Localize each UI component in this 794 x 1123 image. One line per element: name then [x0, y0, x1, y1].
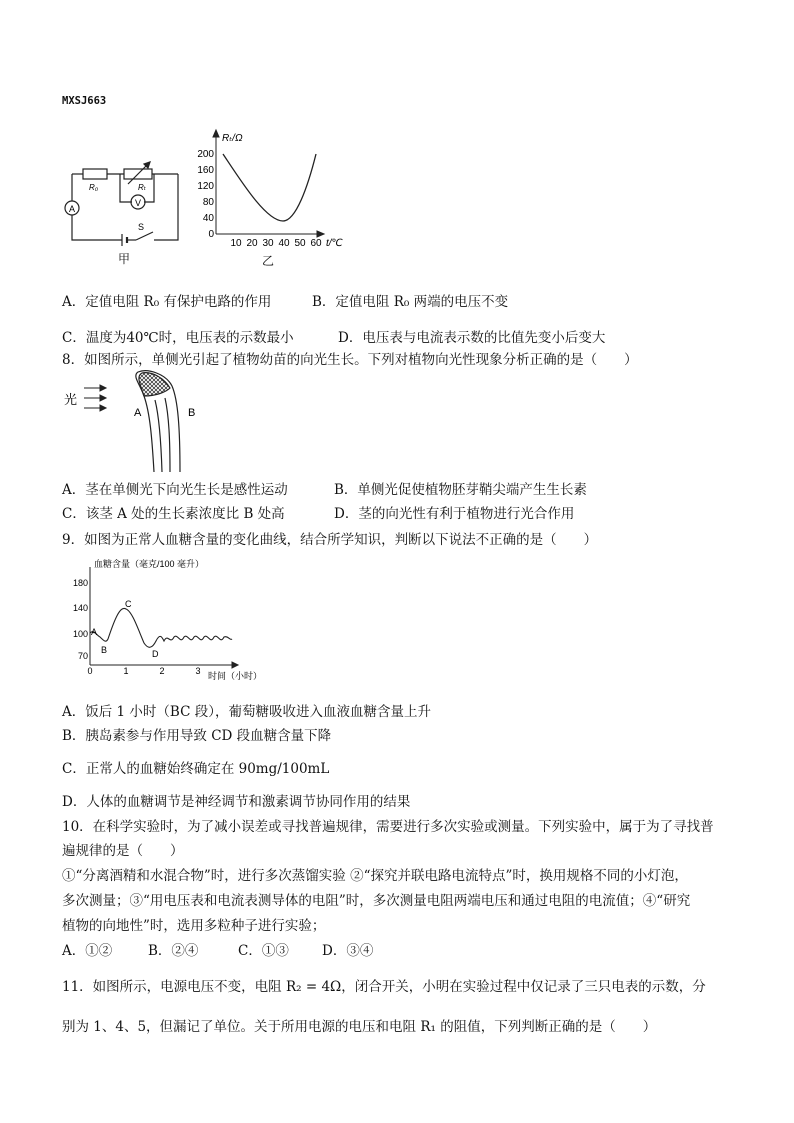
- graph-xlabel: t/℃: [326, 238, 343, 249]
- q10-line-1: 10．在科学实验时，为了减小误差或寻找普遍规律，需要进行多次实验或测量。下列实验中，属于为了寻找普: [62, 819, 714, 835]
- q9-option-a: A．饭后 1 小时（BC 段），葡萄糖吸收进入血液血糖含量上升: [62, 704, 431, 720]
- ytick: 120: [197, 181, 214, 192]
- resistor-r0: [83, 169, 107, 179]
- q7-option-c: C．温度为40℃时，电压表的示数最小: [62, 330, 294, 346]
- q10-option-d: D．③④: [322, 943, 374, 959]
- xtick: 50: [294, 238, 306, 249]
- xtick: 40: [278, 238, 290, 249]
- fig-yi-label: 乙: [262, 254, 275, 268]
- q10-line-4: 多次测量；③“用电压表和电流表测导体的电阻”时，多次测量电阻两端电压和通过电阻的电流值；④“研究: [62, 893, 691, 909]
- xtick: 30: [262, 238, 274, 249]
- q10-option-b: B．②④: [148, 943, 199, 959]
- ytick: 0: [208, 229, 214, 240]
- switch-label: S: [138, 222, 145, 232]
- q8-stem: 8．如图所示，单侧光引起了植物幼苗的向光生长。下列对植物向光性现象分析正确的是（ ）: [62, 352, 638, 368]
- blood-sugar-graph: [68, 557, 263, 681]
- ytick: 40: [202, 213, 214, 224]
- q9-option-d: D．人体的血糖调节是神经调节和激素调节协同作用的结果: [62, 794, 411, 810]
- point-c: C: [125, 599, 132, 609]
- ytick: 160: [197, 165, 214, 176]
- ytick: 80: [202, 197, 214, 208]
- ytick: 200: [197, 149, 214, 160]
- q9-stem: 9．如图为正常人血糖含量的变化曲线，结合所学知识，判断以下说法不正确的是（ ）: [62, 532, 598, 548]
- light-label: 光: [64, 392, 78, 407]
- resistance-temperature-graph: [196, 126, 356, 250]
- doc-code: MXSJ663: [62, 95, 107, 107]
- point-d: D: [152, 649, 159, 659]
- ytick: 180: [72, 578, 88, 588]
- ytick: 100: [72, 629, 88, 639]
- xtick: 1: [123, 666, 129, 676]
- circuit-diagram: [58, 150, 183, 265]
- xtick: 10: [230, 238, 242, 249]
- xtick: 3: [195, 666, 201, 676]
- voltmeter-label: V: [135, 198, 142, 208]
- q11-line-1: 11．如图所示，电源电压不变，电阻 R₂ = 4Ω，闭合开关，小明在实验过程中仅记录了三只电表的示数，分: [62, 979, 706, 995]
- graph-ylabel: 血糖含量（毫克/100 毫升）: [94, 559, 205, 569]
- q10-option-c: C．①③: [238, 943, 289, 959]
- xtick: 60: [310, 238, 322, 249]
- ytick: 70: [77, 651, 88, 661]
- ytick: 140: [72, 603, 88, 613]
- label-b: B: [188, 407, 196, 419]
- ammeter-label: A: [69, 204, 76, 214]
- xtick: 0: [87, 666, 93, 676]
- q7-option-d: D．电压表与电流表示数的比值先变小后变大: [338, 330, 606, 346]
- q9-option-b: B．胰岛素参与作用导致 CD 段血糖含量下降: [62, 728, 332, 744]
- point-b: B: [101, 645, 108, 655]
- q10-line-3: ①“分离酒精和水混合物”时，进行多次蒸馏实验 ②“探究并联电路电流特点”时，换用规格不同的小灯泡，: [62, 868, 688, 884]
- label-a: A: [134, 407, 142, 419]
- q9-option-c: C．正常人的血糖始终确定在 90mg/100mL: [62, 761, 330, 777]
- rt-label: Rₜ: [138, 183, 147, 192]
- graph-ylabel: Rₜ/Ω: [222, 133, 243, 144]
- xtick: 20: [246, 238, 258, 249]
- fig-jia-label: 甲: [118, 252, 131, 266]
- q8-option-c: C．该茎 A 处的生长素浓度比 B 处高: [62, 506, 285, 522]
- xtick: 2: [159, 666, 165, 676]
- q7-option-a: A．定值电阻 R₀ 有保护电路的作用: [62, 294, 272, 310]
- q11-line-2: 别为 1、4、5，但漏记了单位。关于所用电源的电压和电阻 R₁ 的阻值，下列判断正确的是（ ）: [62, 1019, 657, 1035]
- seedling-figure: [62, 368, 212, 474]
- q8-option-d: D．茎的向光性有利于植物进行光合作用: [334, 506, 575, 522]
- q10-line-5: 植物的向地性”时，选用多粒种子进行实验；: [62, 918, 326, 934]
- q10-option-a: A．①②: [62, 943, 113, 959]
- point-a: A: [91, 627, 98, 637]
- q10-line-2: 遍规律的是（ ）: [62, 843, 184, 859]
- graph-xlabel: 时间（小时）: [208, 671, 263, 681]
- q8-option-a: A．茎在单侧光下向光生长是感性运动: [62, 482, 288, 498]
- r0-label: R₀: [89, 183, 99, 192]
- q8-option-b: B．单侧光促使植物胚芽鞘尖端产生生长素: [334, 482, 587, 498]
- q7-option-b: B．定值电阻 R₀ 两端的电压不变: [312, 294, 509, 310]
